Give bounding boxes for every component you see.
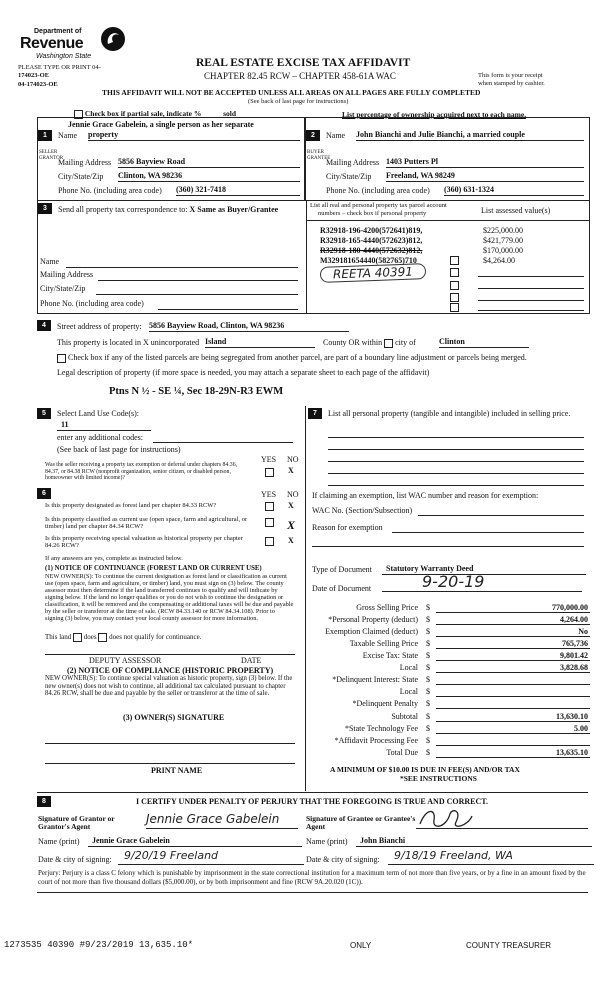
fee-value[interactable]: 3,828.68 <box>560 663 588 672</box>
alt-city-label: City/State/Zip <box>40 284 86 293</box>
buyer-phone-label: Phone No. (including area code) <box>326 186 430 195</box>
section-4 <box>37 318 588 404</box>
print-note: PLEASE TYPE OR PRINT 04- <box>18 64 101 71</box>
section-3-badge: 3 <box>38 203 52 214</box>
section-8-badge: 8 <box>37 796 51 807</box>
seller-mailing-field[interactable]: 5856 Bayview Road <box>118 157 300 168</box>
fee-row <box>308 651 590 663</box>
wac-line[interactable] <box>418 515 584 516</box>
grantee-sig-label: Signature of Grantee or Grantee's Agent <box>306 814 416 831</box>
fee-value[interactable]: 13,630.10 <box>556 712 588 721</box>
does-not-checkbox[interactable] <box>98 633 107 642</box>
fee-line <box>436 648 590 649</box>
parcel-header-2: numbers – check box if personal property <box>318 210 427 217</box>
list-pct-note: List percentage of ownership acquired next to each name. <box>342 110 527 119</box>
grantee-date-city[interactable]: 9/18/19 Freeland, WA <box>388 849 594 865</box>
grantor-name-label: Name (print) <box>38 837 80 846</box>
segregated-row <box>57 353 585 363</box>
seller-name-line-1: Jennie Grace Gabelein, a single person as her separate <box>68 120 254 129</box>
continuance-row <box>45 633 201 642</box>
form-warning: THIS AFFIDAVIT WILL NOT BE ACCEPTED UNLESS ALL AREAS ON ALL PAGES ARE FULLY COMPLETED <box>102 88 481 97</box>
county-label <box>323 338 416 348</box>
fee-currency: $ <box>426 736 430 745</box>
buyer-mailing-field[interactable]: 1403 Putters Pl <box>386 157 584 168</box>
located-label: This property is located in X unincorporated <box>57 338 200 347</box>
reason-label: Reason for exemption <box>312 523 383 532</box>
form-id-1: 174023-OE <box>18 72 50 79</box>
parcel-header-1: List all real and personal property tax parcel account <box>310 202 447 209</box>
fee-line <box>436 757 590 758</box>
fee-row <box>308 639 590 651</box>
city-of-label: city of <box>395 338 416 347</box>
buyer-city-label: City/State/Zip <box>326 172 372 181</box>
fee-currency: $ <box>426 651 430 660</box>
fee-row <box>308 748 590 760</box>
fee-currency: $ <box>426 603 430 612</box>
grantor-signature[interactable]: Jennie Grace Gabelein <box>146 812 298 829</box>
fee-row <box>308 615 590 627</box>
legal-description: Ptns N ½ - SE ¼, Sec 18-29N-R3 EWM <box>109 386 284 397</box>
seller-mailing-label: Mailing Address <box>58 158 112 167</box>
county-or-label: County OR within <box>323 338 383 347</box>
fee-value[interactable]: 770,000.00 <box>552 603 588 612</box>
buyer-mailing-label: Mailing Address <box>326 158 380 167</box>
buyer-city-field[interactable]: Freeland, WA 98249 <box>386 171 584 182</box>
personal-prop-label: List all personal property (tangible and intangible) included in selling price. <box>328 409 571 418</box>
alt-name-line[interactable] <box>66 267 298 268</box>
state-text: Washington State <box>36 53 92 60</box>
section-3-divider <box>306 201 307 313</box>
pp-checkbox-3[interactable] <box>450 281 459 290</box>
section-7-badge: 7 <box>308 408 322 419</box>
section-6 <box>37 488 302 788</box>
fee-value[interactable]: 765,736 <box>562 639 588 648</box>
fee-label: Local <box>399 663 418 672</box>
exemption-question: Was the seller receiving a property tax exemption or deferral under chapters 84.36, 84.37, or 84.38 RCW (nonprofit organization, senior citizen, or disabled person, homeowner with limited income)? <box>45 462 238 481</box>
seller-name-label: Name <box>58 131 78 140</box>
section-4-badge: 4 <box>37 320 51 331</box>
land-use-label: Select Land Use Code(s): <box>57 409 139 418</box>
av-line-4 <box>478 310 584 311</box>
s6-no-header: NO <box>287 490 299 499</box>
parcel-4: M329181654440(582765)710 <box>320 256 417 265</box>
fee-value[interactable]: 4,264.00 <box>560 615 588 624</box>
seller-phone-field[interactable]: (360) 321-7418 <box>176 185 300 196</box>
fee-line <box>436 624 590 625</box>
continuance-text: NEW OWNER(S): To continue the current designation as forest land or classification as current use (open space, farm and agriculture, or timber) land, you must sign on (3) below. The county assessor must then determine if the land transferred continues to qualify and will indicate by signing below. If the land no longer qualifies or you do not wish to continue the designation or classification, it will be removed and the compensating or additional taxes will be due and payable by the seller or transferor at the time of sale. (RCW 84.33.140 or RCW 84.34.108). Prior to signing (3) below, you may contact your local county assessor for more information. <box>45 573 294 622</box>
alt-name-label: Name <box>40 257 60 266</box>
buyer-name-field[interactable]: John Bianchi and Julie Bianchi, a married couple <box>356 130 584 141</box>
pp-line-3[interactable] <box>328 461 584 462</box>
buyer-section <box>305 117 590 201</box>
section-8-bottom-rule <box>37 892 588 893</box>
pp-line-2[interactable] <box>328 449 584 450</box>
pp-line-5[interactable] <box>328 485 584 486</box>
land-use-field[interactable]: 11 <box>57 420 151 431</box>
additional-codes-line[interactable] <box>153 442 293 443</box>
fee-line <box>436 733 590 734</box>
assessed-3: $170,000.00 <box>483 246 523 255</box>
receipt-note-2: when stamped by cashier. <box>478 80 545 87</box>
fee-line <box>436 636 590 637</box>
s5-yes-header: YES <box>261 455 277 464</box>
current-use-question: Is this property classified as current use (open space, farm and agricultural, or timber) land per chapter 84.34 RCW? <box>45 516 248 530</box>
min-note: A MINIMUM OF $10.00 IS DUE IN FEE(S) AND/OR TAX <box>330 765 520 774</box>
city-field[interactable]: Clinton <box>439 337 529 348</box>
legal-label: Legal description of property (if more space is needed, you may attach a separate sheet to each page of the affidavit) <box>57 368 430 377</box>
sold-label: sold <box>223 109 237 118</box>
av-line-2 <box>478 288 584 289</box>
fee-row <box>308 675 590 687</box>
cashier-stamp: 1273535 40390 #9/23/2019 13,635.10* <box>4 940 194 950</box>
fee-currency: $ <box>426 615 430 624</box>
pp-checkbox-5[interactable] <box>450 303 459 312</box>
county-field[interactable]: Island <box>205 337 315 348</box>
fee-line <box>436 684 590 685</box>
fee-label: *State Technology Fee <box>344 724 418 733</box>
does-not-label: does not qualify for continuance. <box>109 633 202 642</box>
fee-currency: $ <box>426 712 430 721</box>
reason-line-1[interactable] <box>392 532 584 533</box>
deputy-line[interactable] <box>45 654 295 655</box>
exemption-wac-label: If claiming an exemption, list WAC number and reason for exemption: <box>312 491 539 500</box>
alt-phone-line[interactable] <box>158 309 298 310</box>
section-1-badge: 1 <box>38 130 52 141</box>
section-2-badge: 2 <box>306 130 320 141</box>
assessed-2: $421,779.00 <box>483 236 523 245</box>
fee-line <box>436 672 590 673</box>
grantee-date-label: Date & city of signing: <box>306 855 380 864</box>
grantee-name-field[interactable]: John Bianchi <box>356 836 592 847</box>
alt-city-line[interactable] <box>96 294 298 295</box>
dor-swirl-icon <box>100 26 126 52</box>
current-use-no-mark[interactable]: X <box>287 518 296 532</box>
pp-line-4[interactable] <box>328 473 584 474</box>
wac-no-label: WAC No. (Section/Subsection) <box>312 506 413 515</box>
fee-label: Taxable Selling Price <box>349 639 418 648</box>
correspondence-label <box>58 205 278 214</box>
historic-question: Is this property receiving special valuation as historical property per chapter 84.26 RCW? <box>45 535 243 549</box>
doc-date-field[interactable]: 9-20-19 <box>382 572 582 592</box>
buyer-side-label: BUYER GRANTEE <box>307 150 331 161</box>
land-use-see-back: (See back of last page for instructions) <box>57 445 181 454</box>
fee-row <box>308 699 590 711</box>
fee-value[interactable]: 9,801.42 <box>560 651 588 660</box>
buyer-name-label: Name <box>326 131 346 140</box>
alt-mailing-line[interactable] <box>98 280 298 281</box>
historic-text: NEW OWNER(S): To continue special valuation as historic property, sign (3) below. If the new owner(s) does not wish to continue, all additional tax calculated pursuant to chapter 84.26 RCW, shall be due and payable by the seller or transferor at the time of sale. <box>45 675 293 697</box>
fee-row <box>308 663 590 675</box>
fee-line <box>436 721 590 722</box>
fee-line <box>436 612 590 613</box>
fee-currency: $ <box>426 627 430 636</box>
section-5-badge: 5 <box>37 408 51 419</box>
correspondence-choice[interactable]: X Same as Buyer/Grantee <box>189 205 279 214</box>
seller-name-field[interactable]: property <box>88 130 300 141</box>
fee-line <box>436 745 590 746</box>
fee-row <box>308 627 590 639</box>
fee-row <box>308 724 590 736</box>
print-name-line[interactable] <box>45 763 295 764</box>
s5-no-header: NO <box>287 455 299 464</box>
pp-line-1[interactable] <box>328 437 584 438</box>
section-3 <box>37 200 590 314</box>
fee-row <box>308 712 590 724</box>
fee-row <box>308 687 590 699</box>
seller-side-label: SELLER GRANTOR <box>39 150 64 161</box>
grantee-sig-line <box>416 828 588 829</box>
forest-no-mark[interactable]: X <box>288 501 294 510</box>
section-5 <box>37 406 302 486</box>
deputy-date-label: DATE <box>241 656 262 665</box>
buyer-phone-field[interactable]: (360) 631-1324 <box>444 185 584 196</box>
form-chapter: CHAPTER 82.45 RCW – CHAPTER 458-61A WAC <box>204 71 396 81</box>
print-name-label: PRINT NAME <box>151 766 203 775</box>
fee-label: Gross Selling Price <box>356 603 418 612</box>
fee-currency: $ <box>426 699 430 708</box>
deputy-label: DEPUTY ASSESSOR <box>89 656 162 665</box>
exemption-no-mark[interactable]: X <box>288 466 294 475</box>
fee-label: *Personal Property (deduct) <box>328 615 418 624</box>
seller-city-label: City/State/Zip <box>58 172 104 181</box>
street-field[interactable]: 5856 Bayview Road, Clinton, WA 98236 <box>149 321 349 332</box>
fee-label: *Affidavit Processing Fee <box>334 736 418 745</box>
footer-treasurer: COUNTY TREASURER <box>466 941 552 950</box>
fee-line <box>436 708 590 709</box>
parcel-2: R32918-165-4440(572623)812, <box>320 236 423 245</box>
fee-currency: $ <box>426 639 430 648</box>
does-checkbox[interactable] <box>73 633 82 642</box>
see-instructions: *SEE INSTRUCTIONS <box>400 774 477 783</box>
perjury-note: Perjury: Perjury is a class C felony which is punishable by imprisonment in the state correctional institution for a maximum term of not more than five years, or by a fine in an amount fixed by the court of not more than five thousand dollars ($5,000.00), or by both imprisonment and fine (RCW 9A.20.020 (1C)). <box>38 869 586 886</box>
certify-text: I CERTIFY UNDER PENALTY OF PERJURY THAT THE FOREGOING IS TRUE AND CORRECT. <box>136 797 489 806</box>
seller-phone-label: Phone No. (including area code) <box>58 186 162 195</box>
alt-phone-label: Phone No. (including area code) <box>40 299 144 308</box>
exemption-yes-checkbox[interactable] <box>265 468 274 477</box>
if-yes-note: If any answers are yes, complete as instructed below. <box>45 555 183 562</box>
doc-date-label: Date of Document <box>312 584 372 593</box>
fee-line <box>436 696 590 697</box>
within-city-checkbox[interactable] <box>384 339 393 348</box>
fee-value[interactable]: 13,635.10 <box>556 748 588 757</box>
section-8-top-rule <box>37 792 588 793</box>
fee-label: *Delinquent Interest: State <box>332 675 418 684</box>
av-line-3 <box>478 300 584 301</box>
receipt-note-1: This form is your receipt <box>478 72 543 79</box>
historic-title: (2) NOTICE OF COMPLIANCE (HISTORIC PROPERTY) <box>67 666 274 675</box>
form-id-2: 04-174023-OE <box>18 81 58 88</box>
fee-line <box>436 660 590 661</box>
fee-label: *Delinquent Penalty <box>352 699 418 708</box>
grantor-name-field[interactable]: Jennie Grace Gabelein <box>88 836 302 847</box>
this-land-label: This land <box>45 633 72 642</box>
parcel-1: R32918-196-4200(572641)819, <box>320 226 423 235</box>
form-title: REAL ESTATE EXCISE TAX AFFIDAVIT <box>196 57 411 69</box>
fee-value[interactable]: 5.00 <box>574 724 588 733</box>
fee-label: Local <box>399 687 418 696</box>
fee-label: Subtotal <box>391 712 418 721</box>
parcel-header-rule <box>306 220 589 221</box>
additional-codes-label: enter any additional codes: <box>57 433 143 442</box>
seller-section <box>37 117 305 201</box>
segregated-checkbox[interactable] <box>57 354 66 363</box>
alt-mailing-label: Mailing Address <box>40 270 94 279</box>
grantor-sig-label: Signature of Grantor or Grantor's Agent <box>38 814 115 831</box>
s6-yes-header: YES <box>261 490 277 499</box>
grantee-name-label: Name (print) <box>306 837 348 846</box>
doc-type-field[interactable]: Statutory Warranty Deed <box>382 564 586 575</box>
pp-checkbox-4[interactable] <box>450 293 459 302</box>
parcel-3: R32918-180-4440(572632)812, <box>320 246 423 255</box>
doc-type-label: Type of Document <box>312 565 372 574</box>
historic-no-mark[interactable]: X <box>288 536 294 545</box>
fee-currency: $ <box>426 663 430 672</box>
correspondence-text: Send all property tax correspondence to: <box>58 205 188 214</box>
reeta-handwritten: REETA 40391 <box>320 263 426 283</box>
revenue-text: Revenue <box>20 35 84 52</box>
assessed-4: $4,264.00 <box>483 256 515 265</box>
instructions-note: (See back of last page for instructions) <box>248 98 349 105</box>
fee-value[interactable]: No <box>578 627 588 636</box>
does-label: does <box>83 633 97 642</box>
forest-question: Is this property designated as forest land per chapter 84.33 RCW? <box>45 502 217 509</box>
current-use-yes-checkbox[interactable] <box>265 518 274 527</box>
seller-city-field[interactable]: Clinton, WA 98236 <box>118 171 300 182</box>
grantor-date-city[interactable]: 9/20/19 Freeland <box>118 849 304 865</box>
forest-yes-checkbox[interactable] <box>265 502 274 511</box>
owner-sig-line[interactable] <box>45 743 295 744</box>
street-label: Street address of property: <box>57 322 142 331</box>
dept-text: Department of <box>34 28 82 35</box>
av-line-1 <box>478 276 584 277</box>
continuance-title: (1) NOTICE OF CONTINUANCE (FOREST LAND OR CURRENT USE) <box>45 565 262 572</box>
fee-label: Excise Tax: State <box>362 651 418 660</box>
fee-currency: $ <box>426 724 430 733</box>
section-6-badge: 6 <box>37 488 51 499</box>
grantor-date-label: Date & city of signing: <box>38 855 112 864</box>
fee-row <box>308 736 590 748</box>
pp-checkbox-1[interactable] <box>450 256 459 265</box>
partial-sale-label: Check box if partial sale, indicate % <box>84 109 202 118</box>
segregated-label: Check box if any of the listed parcels are being segregated from another parcel, are part of a boundary line adjustment or parcels being merged. <box>68 353 527 362</box>
assessed-1: $225,000.00 <box>483 226 523 235</box>
fee-row <box>308 603 590 615</box>
fee-label: Exemption Claimed (deduct) <box>325 627 418 636</box>
reason-line-2[interactable] <box>312 546 584 547</box>
pp-checkbox-2[interactable] <box>450 268 459 277</box>
fee-currency: $ <box>426 675 430 684</box>
assessed-header: List assessed value(s) <box>481 206 551 215</box>
fee-currency: $ <box>426 748 430 757</box>
footer-only: ONLY <box>350 941 372 950</box>
owner-sig-label: (3) OWNER(S) SIGNATURE <box>123 713 225 722</box>
fee-label: Total Due <box>386 748 418 757</box>
fee-currency: $ <box>426 687 430 696</box>
dor-logo <box>18 26 128 62</box>
historic-yes-checkbox[interactable] <box>265 537 274 546</box>
